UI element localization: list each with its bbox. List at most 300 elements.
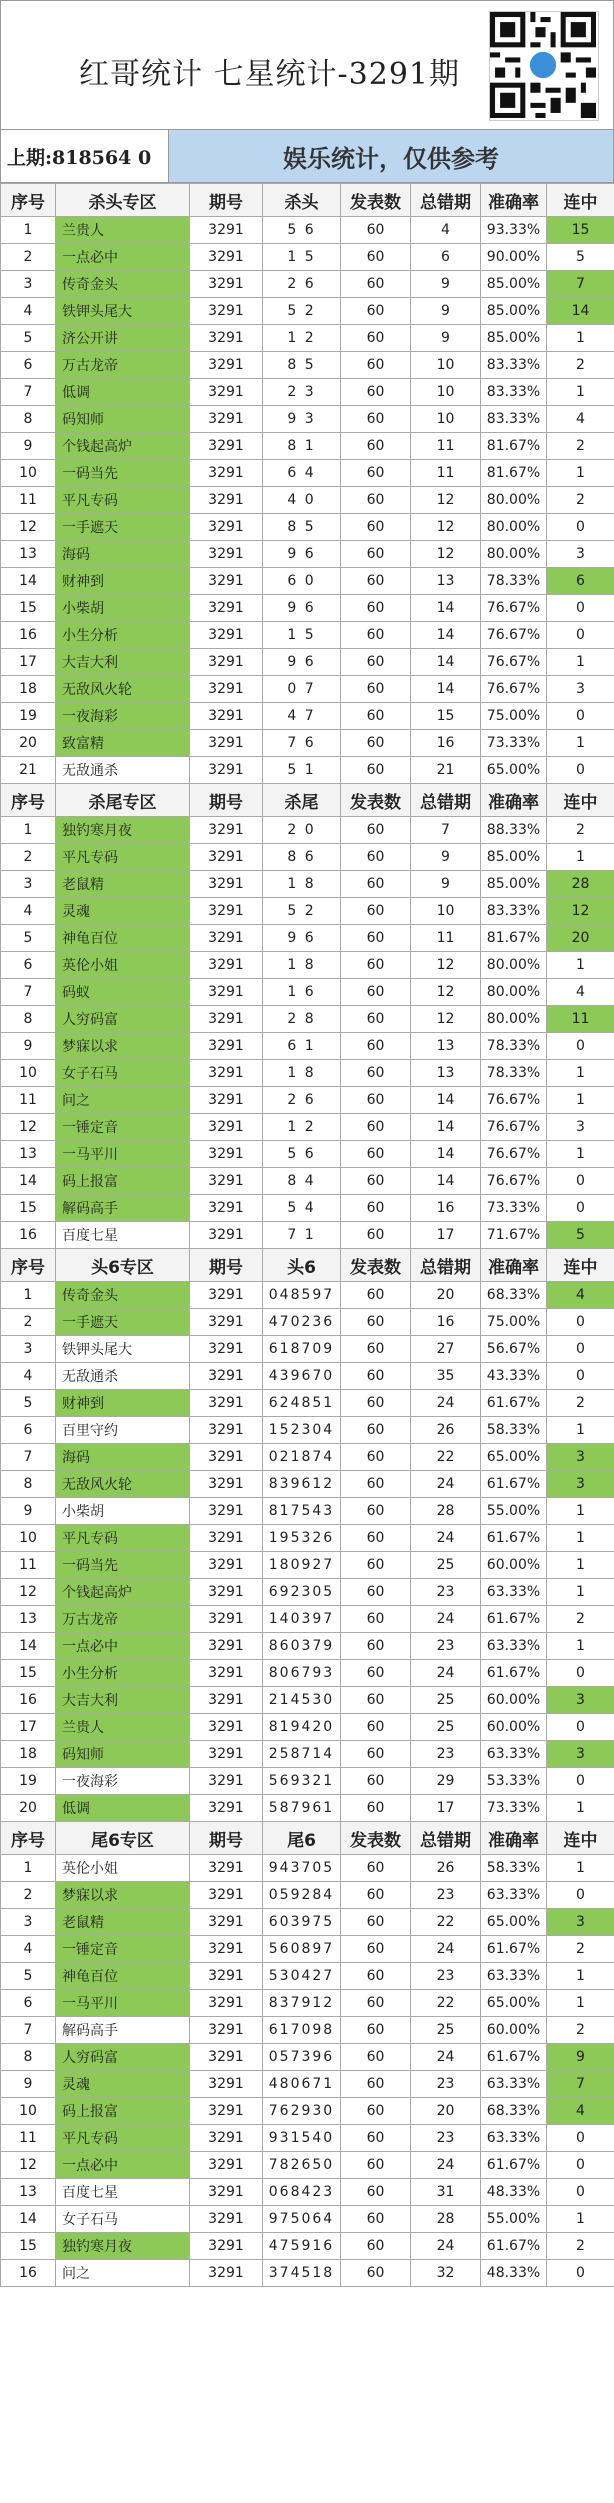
cell-seq: 2 [1, 1309, 56, 1336]
cell-count: 60 [341, 379, 411, 406]
cell-rate: 81.67% [481, 460, 547, 487]
table-row [1, 2125, 614, 2152]
cell-rate: 83.33% [481, 352, 547, 379]
cell-streak: 1 [547, 1498, 614, 1525]
cell-num: 4 7 [263, 703, 341, 730]
cell-rate: 85.00% [481, 844, 547, 871]
table-row [1, 757, 614, 784]
cell-seq: 14 [1, 1168, 56, 1195]
cell-seq: 3 [1, 1336, 56, 1363]
cell-miss: 35 [411, 1363, 481, 1390]
cell-count: 60 [341, 541, 411, 568]
cell-rate: 85.00% [481, 271, 547, 298]
table-row [1, 817, 614, 844]
cell-streak: 2 [547, 433, 614, 460]
cell-name: 解码高手 [56, 2017, 190, 2044]
cell-miss: 9 [411, 871, 481, 898]
cell-period: 3291 [190, 1006, 263, 1033]
cell-seq: 18 [1, 1741, 56, 1768]
cell-num: 692305 [263, 1579, 341, 1606]
cell-streak: 0 [547, 1309, 614, 1336]
cell-num: 2 6 [263, 1087, 341, 1114]
cell-period: 3291 [190, 1168, 263, 1195]
cell-count: 60 [341, 1363, 411, 1390]
section-header-row [1, 184, 614, 217]
cell-period: 3291 [190, 1936, 263, 1963]
cell-miss: 24 [411, 1936, 481, 1963]
cell-count: 60 [341, 1060, 411, 1087]
cell-miss: 24 [411, 1525, 481, 1552]
cell-rate: 60.00% [481, 1714, 547, 1741]
cell-name: 万古龙帝 [56, 1606, 190, 1633]
table-row [1, 1282, 614, 1309]
cell-seq: 9 [1, 1498, 56, 1525]
cell-streak: 1 [547, 379, 614, 406]
cell-streak: 2 [547, 1606, 614, 1633]
cell-name: 小生分析 [56, 1660, 190, 1687]
cell-seq: 1 [1, 217, 56, 244]
cell-num: 1 2 [263, 325, 341, 352]
cell-period: 3291 [190, 2152, 263, 2179]
cell-miss: 9 [411, 271, 481, 298]
cell-count: 60 [341, 1033, 411, 1060]
cell-name: 财神到 [56, 568, 190, 595]
cell-name: 平凡专码 [56, 1525, 190, 1552]
table-row [1, 2017, 614, 2044]
cell-seq: 9 [1, 433, 56, 460]
cell-count: 60 [341, 2044, 411, 2071]
cell-count: 60 [341, 1195, 411, 1222]
cell-count: 60 [341, 1141, 411, 1168]
table-row [1, 730, 614, 757]
cell-num: 806793 [263, 1660, 341, 1687]
cell-seq: 13 [1, 1606, 56, 1633]
cell-name: 女子石马 [56, 2206, 190, 2233]
cell-name: 低调 [56, 379, 190, 406]
column-header-period: 期号 [190, 784, 263, 817]
cell-streak: 2 [547, 817, 614, 844]
cell-num: 021874 [263, 1444, 341, 1471]
cell-count: 60 [341, 817, 411, 844]
cell-num: 1 6 [263, 979, 341, 1006]
cell-count: 60 [341, 1390, 411, 1417]
column-header-miss: 总错期 [411, 1822, 481, 1855]
cell-miss: 14 [411, 622, 481, 649]
cell-miss: 9 [411, 298, 481, 325]
cell-seq: 10 [1, 1525, 56, 1552]
cell-miss: 12 [411, 979, 481, 1006]
cell-period: 3291 [190, 1309, 263, 1336]
cell-period: 3291 [190, 568, 263, 595]
cell-rate: 58.33% [481, 1417, 547, 1444]
column-header-name: 尾6专区 [56, 1822, 190, 1855]
cell-name: 小柴胡 [56, 1498, 190, 1525]
cell-miss: 27 [411, 1336, 481, 1363]
cell-miss: 7 [411, 817, 481, 844]
table-row [1, 1909, 614, 1936]
column-header-streak: 连中 [547, 784, 614, 817]
cell-streak: 0 [547, 514, 614, 541]
cell-num: 817543 [263, 1498, 341, 1525]
cell-count: 60 [341, 1936, 411, 1963]
table-row [1, 2233, 614, 2260]
cell-period: 3291 [190, 925, 263, 952]
cell-name: 码知师 [56, 1741, 190, 1768]
cell-rate: 63.33% [481, 1633, 547, 1660]
cell-seq: 16 [1, 1687, 56, 1714]
column-header-name: 杀尾专区 [56, 784, 190, 817]
cell-num: 5 2 [263, 898, 341, 925]
cell-streak: 0 [547, 1363, 614, 1390]
cell-count: 60 [341, 406, 411, 433]
cell-seq: 4 [1, 1936, 56, 1963]
cell-num: 8 5 [263, 514, 341, 541]
cell-num: 1 5 [263, 622, 341, 649]
cell-name: 无敌风火轮 [56, 676, 190, 703]
cell-count: 60 [341, 1633, 411, 1660]
cell-name: 致富精 [56, 730, 190, 757]
cell-streak: 0 [547, 1714, 614, 1741]
table-row [1, 1087, 614, 1114]
cell-streak: 2 [547, 487, 614, 514]
cell-name: 个钱起高炉 [56, 433, 190, 460]
table-row [1, 1714, 614, 1741]
cell-num: 617098 [263, 2017, 341, 2044]
cell-period: 3291 [190, 325, 263, 352]
cell-count: 60 [341, 568, 411, 595]
table-row [1, 1222, 614, 1249]
cell-period: 3291 [190, 460, 263, 487]
cell-miss: 23 [411, 1963, 481, 1990]
table-row [1, 1417, 614, 1444]
cell-rate: 63.33% [481, 1579, 547, 1606]
cell-miss: 11 [411, 925, 481, 952]
cell-miss: 24 [411, 1660, 481, 1687]
cell-count: 60 [341, 2017, 411, 2044]
table-row [1, 2152, 614, 2179]
column-header-name: 杀头专区 [56, 184, 190, 217]
cell-count: 60 [341, 1552, 411, 1579]
cell-seq: 5 [1, 325, 56, 352]
cell-miss: 24 [411, 1606, 481, 1633]
last-period-label: 上期:818564 0 [1, 130, 169, 182]
cell-num: 603975 [263, 1909, 341, 1936]
cell-num: 1 8 [263, 952, 341, 979]
cell-name: 百度七星 [56, 1222, 190, 1249]
cell-count: 60 [341, 217, 411, 244]
cell-seq: 11 [1, 487, 56, 514]
cell-name: 平凡专码 [56, 487, 190, 514]
table-row [1, 217, 614, 244]
cell-count: 60 [341, 1417, 411, 1444]
cell-name: 一手遮天 [56, 514, 190, 541]
cell-name: 人穷码富 [56, 1006, 190, 1033]
cell-rate: 76.67% [481, 676, 547, 703]
cell-rate: 53.33% [481, 1768, 547, 1795]
column-header-count: 发表数 [341, 1822, 411, 1855]
cell-num: 180927 [263, 1552, 341, 1579]
cell-rate: 78.33% [481, 1060, 547, 1087]
cell-name: 梦寐以求 [56, 1882, 190, 1909]
cell-seq: 3 [1, 271, 56, 298]
column-header-seq: 序号 [1, 1249, 56, 1282]
cell-num: 8 5 [263, 352, 341, 379]
cell-period: 3291 [190, 1855, 263, 1882]
cell-streak: 4 [547, 1282, 614, 1309]
cell-streak: 28 [547, 871, 614, 898]
cell-name: 独钓寒月夜 [56, 2233, 190, 2260]
cell-seq: 13 [1, 2179, 56, 2206]
stats-table [0, 183, 614, 2287]
cell-miss: 14 [411, 595, 481, 622]
cell-miss: 14 [411, 1114, 481, 1141]
cell-seq: 16 [1, 2260, 56, 2287]
cell-num: 9 6 [263, 541, 341, 568]
table-row [1, 595, 614, 622]
table-row [1, 2206, 614, 2233]
cell-rate: 68.33% [481, 2098, 547, 2125]
cell-num: 530427 [263, 1963, 341, 1990]
cell-seq: 9 [1, 1033, 56, 1060]
cell-seq: 19 [1, 1768, 56, 1795]
table-row [1, 1660, 614, 1687]
cell-count: 60 [341, 1309, 411, 1336]
cell-rate: 76.67% [481, 595, 547, 622]
cell-miss: 12 [411, 487, 481, 514]
cell-rate: 83.33% [481, 379, 547, 406]
cell-num: 1 8 [263, 1060, 341, 1087]
cell-seq: 10 [1, 460, 56, 487]
cell-count: 60 [341, 1606, 411, 1633]
cell-period: 3291 [190, 649, 263, 676]
cell-name: 问之 [56, 2260, 190, 2287]
cell-streak: 1 [547, 460, 614, 487]
cell-miss: 16 [411, 730, 481, 757]
cell-num: 5 6 [263, 217, 341, 244]
cell-count: 60 [341, 2152, 411, 2179]
cell-count: 60 [341, 2179, 411, 2206]
cell-num: 0 7 [263, 676, 341, 703]
cell-miss: 12 [411, 514, 481, 541]
table-row [1, 406, 614, 433]
cell-streak: 9 [547, 2044, 614, 2071]
cell-streak: 3 [547, 1741, 614, 1768]
cell-streak: 5 [547, 1222, 614, 1249]
cell-period: 3291 [190, 1714, 263, 1741]
cell-rate: 76.67% [481, 622, 547, 649]
cell-name: 铁钾头尾大 [56, 298, 190, 325]
cell-name: 码知师 [56, 406, 190, 433]
cell-streak: 0 [547, 1660, 614, 1687]
cell-period: 3291 [190, 1633, 263, 1660]
cell-period: 3291 [190, 1336, 263, 1363]
cell-rate: 43.33% [481, 1363, 547, 1390]
table-row [1, 2179, 614, 2206]
cell-period: 3291 [190, 1990, 263, 2017]
cell-num: 9 6 [263, 595, 341, 622]
table-row [1, 1471, 614, 1498]
cell-streak: 0 [547, 757, 614, 784]
table-row [1, 1633, 614, 1660]
cell-streak: 3 [547, 1909, 614, 1936]
cell-num: 048597 [263, 1282, 341, 1309]
cell-count: 60 [341, 1444, 411, 1471]
cell-rate: 73.33% [481, 1795, 547, 1822]
cell-count: 60 [341, 1222, 411, 1249]
cell-seq: 18 [1, 676, 56, 703]
cell-count: 60 [341, 649, 411, 676]
table-row [1, 298, 614, 325]
cell-num: 7 6 [263, 730, 341, 757]
cell-miss: 22 [411, 1444, 481, 1471]
table-row [1, 1006, 614, 1033]
cell-miss: 13 [411, 568, 481, 595]
cell-rate: 75.00% [481, 1309, 547, 1336]
cell-num: 587961 [263, 1795, 341, 1822]
cell-count: 60 [341, 271, 411, 298]
cell-rate: 85.00% [481, 325, 547, 352]
cell-streak: 14 [547, 298, 614, 325]
cell-name: 梦寐以求 [56, 1033, 190, 1060]
cell-num: 1 5 [263, 244, 341, 271]
cell-name: 码上报富 [56, 1168, 190, 1195]
cell-num: 1 8 [263, 871, 341, 898]
cell-count: 60 [341, 1741, 411, 1768]
cell-period: 3291 [190, 730, 263, 757]
cell-streak: 7 [547, 2071, 614, 2098]
column-header-miss: 总错期 [411, 1249, 481, 1282]
cell-name: 码蚁 [56, 979, 190, 1006]
cell-seq: 12 [1, 2152, 56, 2179]
cell-streak: 0 [547, 2125, 614, 2152]
cell-streak: 0 [547, 1882, 614, 1909]
cell-miss: 17 [411, 1222, 481, 1249]
cell-streak: 2 [547, 1390, 614, 1417]
cell-count: 60 [341, 595, 411, 622]
table-row [1, 1687, 614, 1714]
cell-num: 059284 [263, 1882, 341, 1909]
cell-period: 3291 [190, 2179, 263, 2206]
cell-period: 3291 [190, 406, 263, 433]
cell-streak: 1 [547, 1990, 614, 2017]
cell-period: 3291 [190, 541, 263, 568]
cell-seq: 11 [1, 1552, 56, 1579]
cell-period: 3291 [190, 2017, 263, 2044]
cell-miss: 25 [411, 2017, 481, 2044]
cell-rate: 76.67% [481, 1087, 547, 1114]
cell-rate: 78.33% [481, 568, 547, 595]
cell-seq: 7 [1, 2017, 56, 2044]
stats-table-body [1, 184, 614, 2287]
cell-num: 475916 [263, 2233, 341, 2260]
cell-streak: 4 [547, 2098, 614, 2125]
cell-num: 860379 [263, 1633, 341, 1660]
column-header-num: 尾6 [263, 1822, 341, 1855]
cell-miss: 14 [411, 676, 481, 703]
section-header-row [1, 784, 614, 817]
table-row [1, 1795, 614, 1822]
cell-num: 9 6 [263, 649, 341, 676]
cell-seq: 2 [1, 844, 56, 871]
cell-miss: 25 [411, 1714, 481, 1741]
cell-period: 3291 [190, 2233, 263, 2260]
cell-num: 975064 [263, 2206, 341, 2233]
cell-num: 1 2 [263, 1114, 341, 1141]
cell-rate: 56.67% [481, 1336, 547, 1363]
cell-period: 3291 [190, 757, 263, 784]
cell-seq: 3 [1, 1909, 56, 1936]
cell-rate: 76.67% [481, 1168, 547, 1195]
cell-num: 6 4 [263, 460, 341, 487]
cell-seq: 20 [1, 730, 56, 757]
cell-period: 3291 [190, 1963, 263, 1990]
column-header-seq: 序号 [1, 784, 56, 817]
cell-count: 60 [341, 676, 411, 703]
table-row [1, 1990, 614, 2017]
cell-period: 3291 [190, 1222, 263, 1249]
cell-streak: 5 [547, 244, 614, 271]
cell-name: 神龟百位 [56, 925, 190, 952]
cell-period: 3291 [190, 1552, 263, 1579]
cell-num: 480671 [263, 2071, 341, 2098]
cell-miss: 28 [411, 1498, 481, 1525]
cell-streak: 1 [547, 844, 614, 871]
cell-streak: 0 [547, 2152, 614, 2179]
cell-num: 5 2 [263, 298, 341, 325]
cell-miss: 24 [411, 1471, 481, 1498]
cell-name: 一码当先 [56, 1552, 190, 1579]
table-row [1, 325, 614, 352]
cell-rate: 73.33% [481, 730, 547, 757]
table-row [1, 2098, 614, 2125]
cell-num: 214530 [263, 1687, 341, 1714]
cell-period: 3291 [190, 622, 263, 649]
cell-num: 7 1 [263, 1222, 341, 1249]
cell-rate: 75.00% [481, 703, 547, 730]
cell-streak: 1 [547, 2206, 614, 2233]
column-header-seq: 序号 [1, 1822, 56, 1855]
cell-period: 3291 [190, 217, 263, 244]
cell-streak: 0 [547, 1336, 614, 1363]
cell-seq: 11 [1, 2125, 56, 2152]
cell-count: 60 [341, 352, 411, 379]
cell-streak: 0 [547, 622, 614, 649]
cell-period: 3291 [190, 1660, 263, 1687]
cell-period: 3291 [190, 352, 263, 379]
cell-count: 60 [341, 1714, 411, 1741]
cell-name: 一马平川 [56, 1990, 190, 2017]
cell-streak: 1 [547, 325, 614, 352]
cell-streak: 0 [547, 1768, 614, 1795]
cell-miss: 26 [411, 1417, 481, 1444]
table-row [1, 1552, 614, 1579]
cell-num: 8 6 [263, 844, 341, 871]
cell-miss: 10 [411, 379, 481, 406]
cell-streak: 1 [547, 730, 614, 757]
table-row [1, 1141, 614, 1168]
cell-miss: 23 [411, 1741, 481, 1768]
cell-rate: 55.00% [481, 2206, 547, 2233]
cell-rate: 61.67% [481, 1660, 547, 1687]
cell-seq: 4 [1, 898, 56, 925]
cell-rate: 60.00% [481, 1552, 547, 1579]
cell-seq: 17 [1, 1714, 56, 1741]
table-row [1, 925, 614, 952]
cell-streak: 4 [547, 406, 614, 433]
cell-count: 60 [341, 1525, 411, 1552]
table-row [1, 1579, 614, 1606]
cell-num: 9 3 [263, 406, 341, 433]
